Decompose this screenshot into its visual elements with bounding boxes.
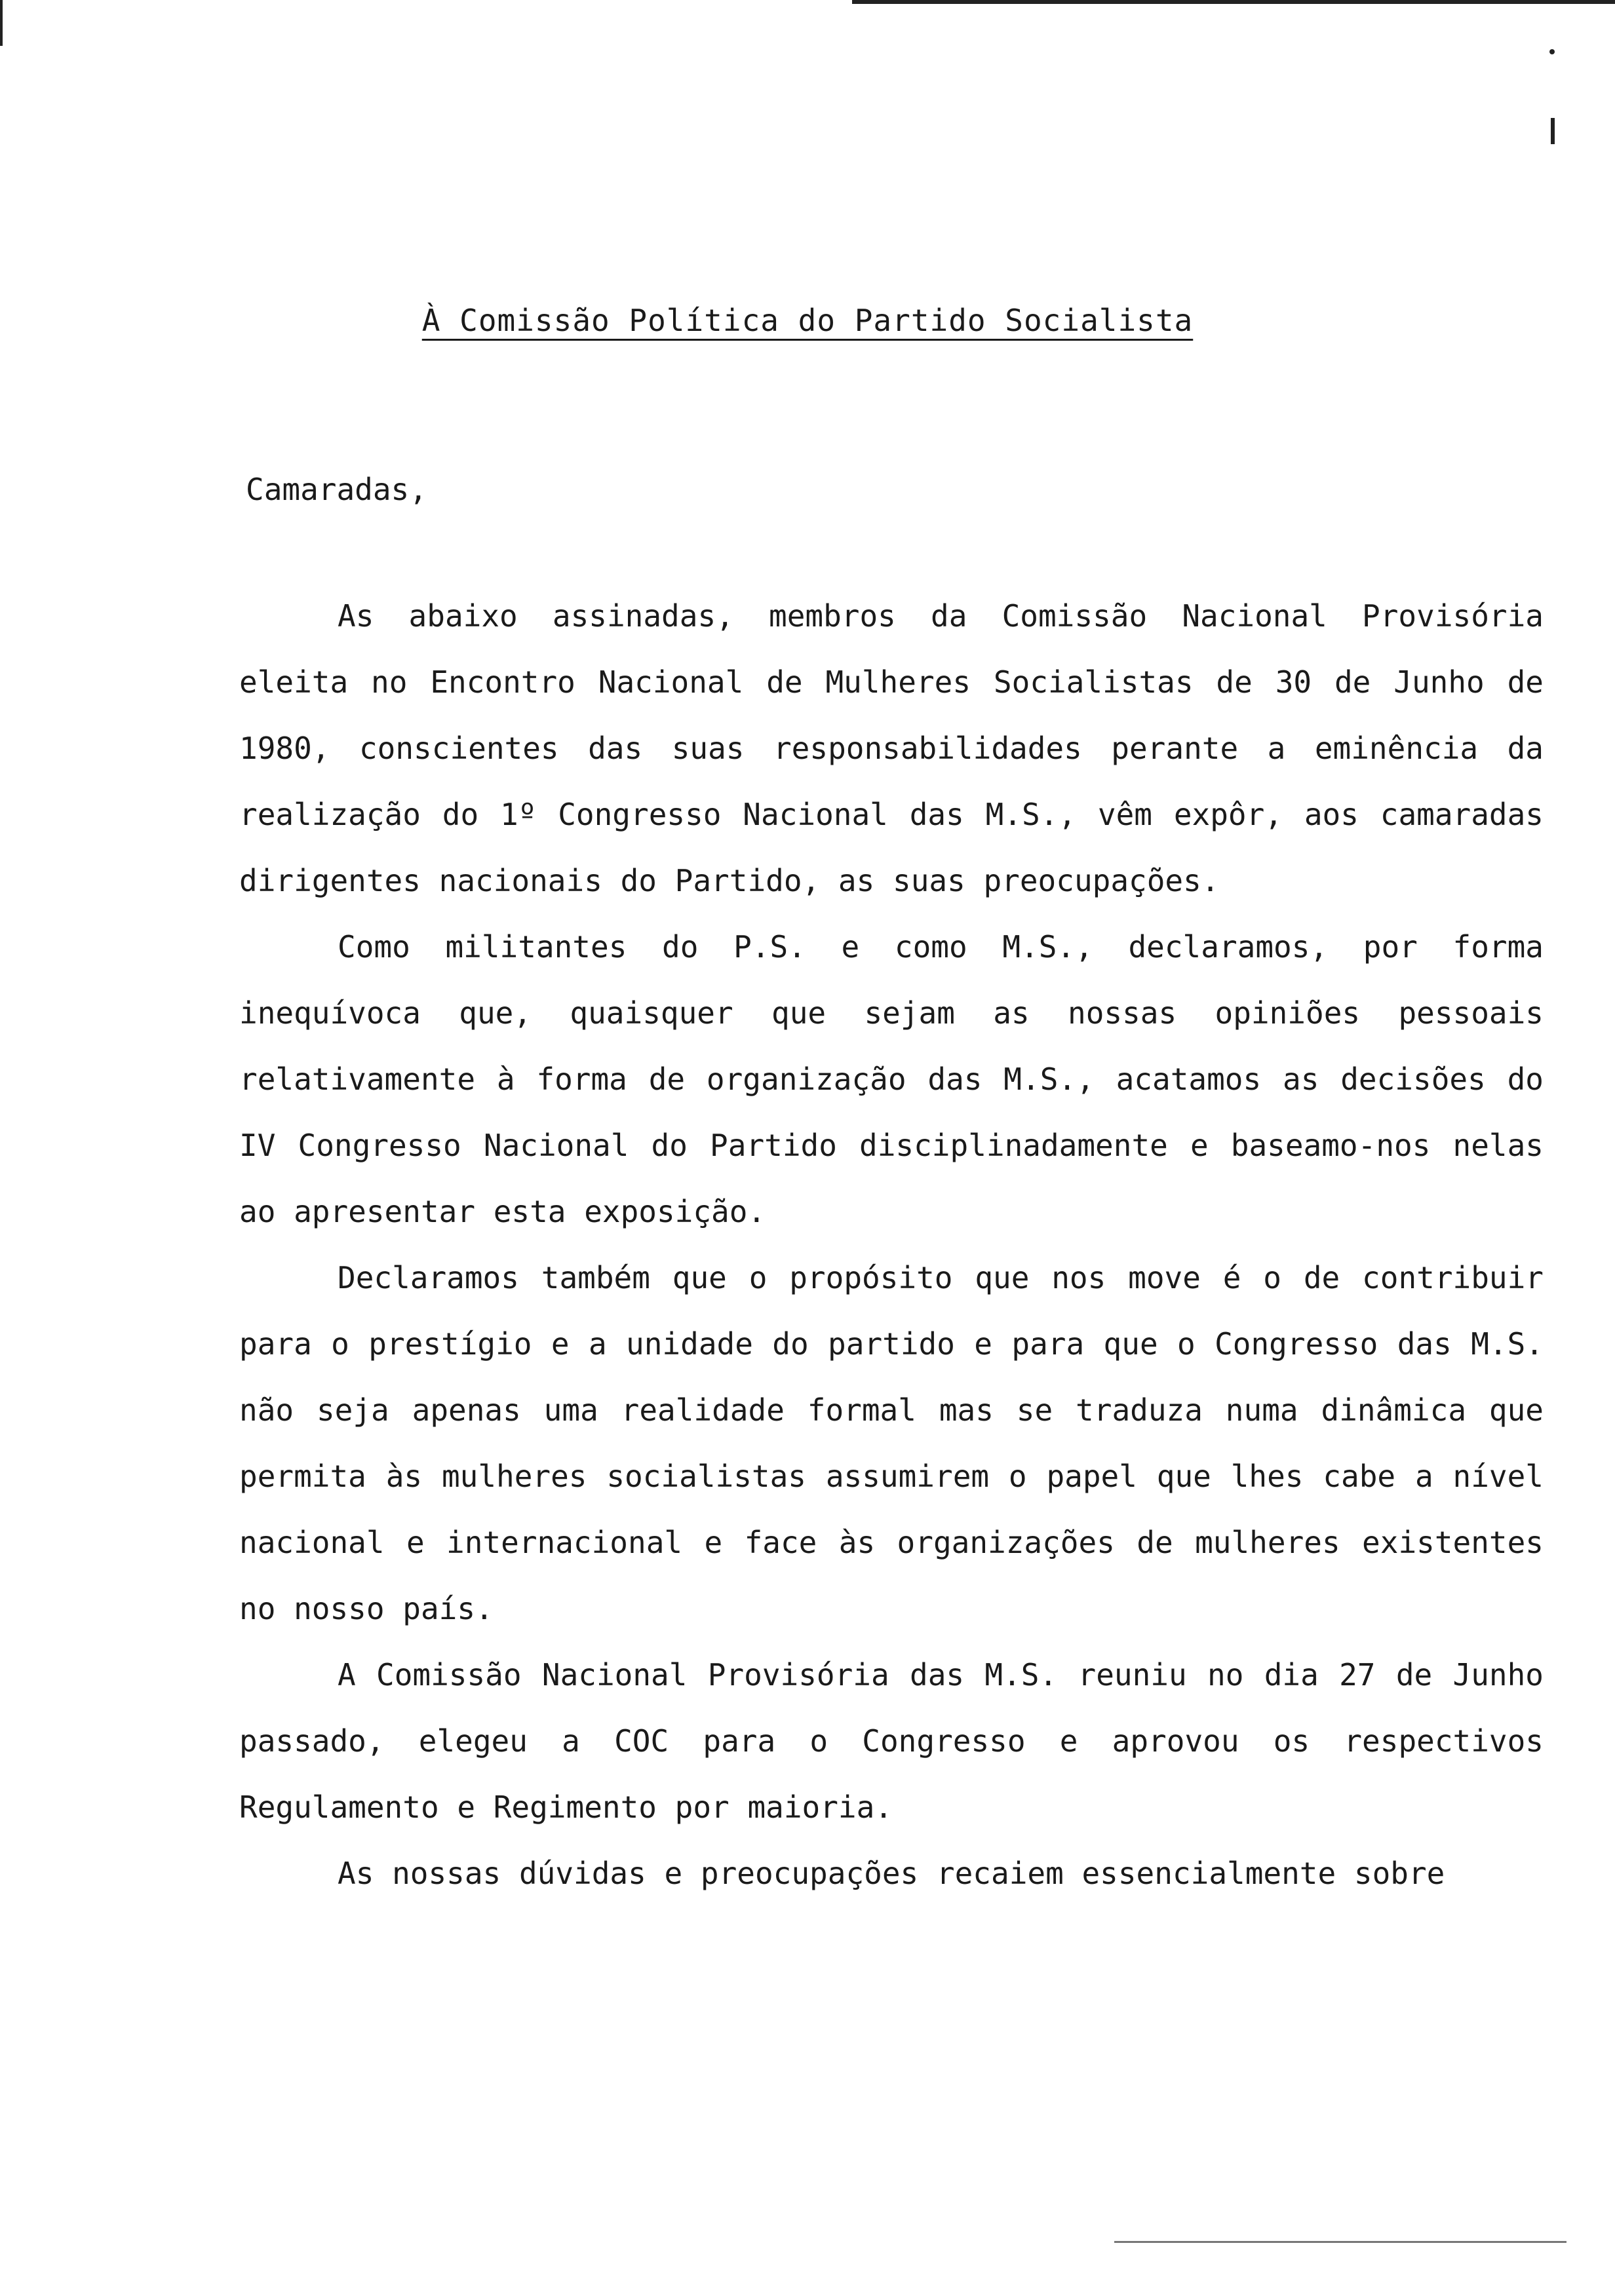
scan-edge-bottom xyxy=(1114,2241,1566,2243)
letter-title: À Comissão Política do Partido Socialista xyxy=(421,303,1194,338)
letter-greeting: Camaradas, xyxy=(246,472,427,507)
paragraph-1: As abaixo assinadas, membros da Comissão Nacional Provisória eleita no Encontro Nacional de Mulheres Socialistas de 30 de Junho de 1980, conscientes das suas responsabilidades perante a eminência da realização do 1º Congresso Nacional das M.S., vêm expôr, aos camaradas dirigentes nacionais do Partido, as suas preocupações. xyxy=(239,598,1544,898)
scan-edge-top xyxy=(852,0,1615,4)
paragraph-2: Como militantes do P.S. e como M.S., declaramos, por forma inequívoca que, quaisquer que sejam as nossas opiniões pessoais relativamente à forma de organização das M.S., acatamos as decisões do IV Congresso Nacional do Partido disciplinadamente e baseamo-nos nelas ao apresentar esta exposição. xyxy=(239,929,1544,1229)
scan-mark-right xyxy=(1549,49,1555,54)
scan-edge-left xyxy=(0,0,3,46)
scan-mark-right-2 xyxy=(1551,118,1555,144)
paragraph-4: A Comissão Nacional Provisória das M.S. reuniu no dia 27 de Junho passado, elegeu a COC para o Congresso e aprovou os respectivos Regulamento e Regimento por maioria. xyxy=(239,1657,1544,1825)
paragraph-3: Declaramos também que o propósito que nos move é o de contribuir para o prestígio e a unidade do partido e para que o Congresso das M.S. não seja apenas uma realidade formal mas se traduza numa dinâmica que permita às mulheres socialistas assumirem o papel que lhes cabe a nível nacional e internacional e face às organizações de mulheres existentes no nosso país. xyxy=(239,1260,1544,1626)
letter-body xyxy=(239,583,1544,1907)
paragraph-5: As nossas dúvidas e preocupações recaiem essencialmente sobre xyxy=(338,1856,1445,1891)
